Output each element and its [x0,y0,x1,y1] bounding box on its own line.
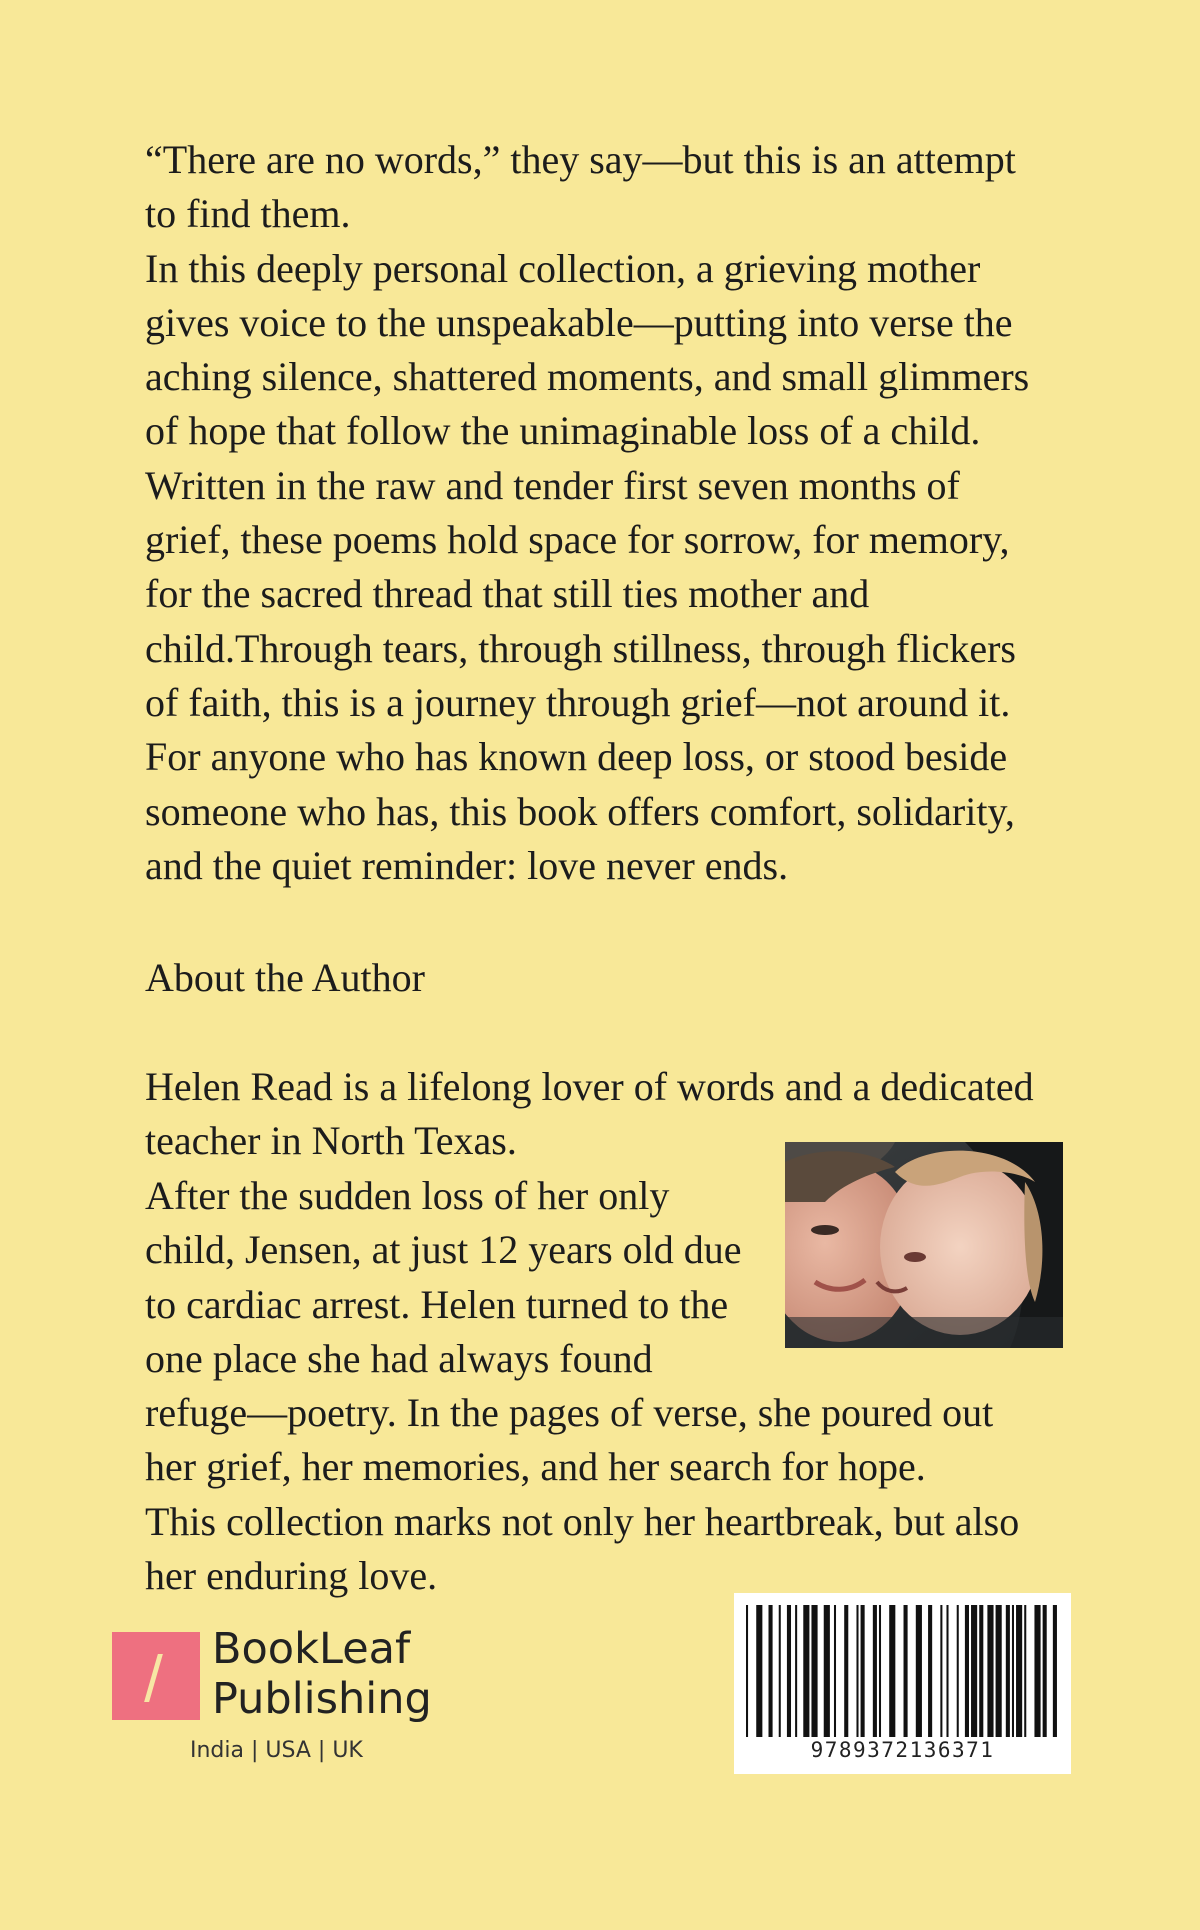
blurb-line: In this deeply personal collection, a grieving mother [145,245,981,291]
bio-line: After the sudden loss of her only [145,1173,670,1218]
isbn-number: 9789372136371 [810,1738,995,1762]
barcode-bar [996,1605,1002,1737]
about-author-heading: About the Author [145,955,425,1000]
blurb-line: grief, these poems hold space for sorrow, for memory, [145,517,1010,563]
slash-icon [144,1654,163,1702]
bio-line: This collection marks not only her heartbreak, but also [145,1498,1020,1544]
barcode-bar [1016,1605,1022,1737]
bio-line: her enduring love. [145,1552,438,1598]
bio-line: Helen Read is a lifelong lover of words and a dedicated [145,1064,1034,1109]
isbn-barcode [734,1593,1071,1774]
barcode-bar [904,1605,908,1737]
barcode-bar [957,1605,959,1737]
blurb-line: aching silence, shattered moments, and small glimmers [145,354,1030,400]
barcode-bar [889,1605,895,1737]
blurb-line: someone who has, this book offers comfort, solidarity, [145,788,1015,834]
barcode-bar [795,1605,797,1737]
barcode-bar [756,1605,762,1737]
book-blurb [145,133,1080,893]
barcode-bar [811,1605,817,1737]
barcode-bar [879,1605,881,1737]
barcode-bar [779,1605,781,1737]
barcode-bar [1006,1605,1010,1737]
barcode-bar [834,1605,836,1737]
barcode-bar [803,1605,809,1737]
barcode-bar [971,1605,977,1737]
barcode-bar [824,1605,830,1737]
blurb-line: and the quiet reminder: love never ends. [145,842,789,888]
barcode-bar [946,1605,948,1737]
barcode-bar [856,1605,858,1737]
barcode-bar [787,1605,791,1737]
barcode-bar [1024,1605,1026,1737]
blurb-line: child.Through tears, through stillness, through flickers [145,625,1016,671]
bio-line: refuge—poetry. In the pages of verse, she poured out [145,1390,994,1435]
blurb-line: For anyone who has known deep loss, or stood beside [145,734,1008,780]
barcode-bar [928,1605,932,1737]
barcode-bars [746,1605,1059,1737]
author-photo [785,1142,1063,1348]
bio-line: teacher in North Texas. [145,1118,517,1164]
barcode-bar [916,1605,922,1737]
bio-line: her grief, her memories, and her search for hope. [145,1444,926,1490]
barcode-bar [940,1605,942,1737]
bio-line: child, Jensen, at just 12 years old due [145,1227,742,1273]
barcode-bar [746,1605,748,1737]
barcode-bar [873,1605,877,1737]
barcode-bar [965,1605,969,1737]
barcode-bar [1034,1605,1040,1737]
publisher-name-line: Publishing [212,1674,432,1724]
publisher-name-line: BookLeaf [212,1624,411,1674]
author-bio-closing [145,1386,1080,1603]
bio-line: one place she had always found [145,1335,653,1381]
barcode-bar [1043,1605,1047,1737]
blurb-line: “There are no words,” they say—but this is an attempt [145,137,1016,182]
publisher-regions: India | USA | UK [190,1738,363,1763]
author-bio-beside-photo [145,1169,775,1386]
blurb-line: for the sacred thread that still ties mother and [145,571,870,617]
barcode-bar [979,1605,983,1737]
barcode-bar [769,1605,773,1737]
barcode-bar [1012,1605,1014,1737]
barcode-bar [987,1605,993,1737]
blurb-line: of faith, this is a journey through grief—not around it. [145,679,1011,725]
blurb-line: gives voice to the unspeakable—putting into verse the [145,299,1013,345]
barcode-bar [1053,1605,1057,1737]
barcode-bar [861,1605,865,1737]
blurb-line: Written in the raw and tender first seven months of [145,462,960,508]
publisher-logo [112,1624,462,1770]
logo-mark [112,1632,200,1720]
publisher-name [212,1624,432,1724]
blurb-line: of hope that follow the unimaginable loss of a child. [145,408,981,454]
bio-line: to cardiac arrest. Helen turned to the [145,1281,729,1327]
blurb-line: to find them. [145,191,351,237]
barcode-bar [844,1605,848,1737]
